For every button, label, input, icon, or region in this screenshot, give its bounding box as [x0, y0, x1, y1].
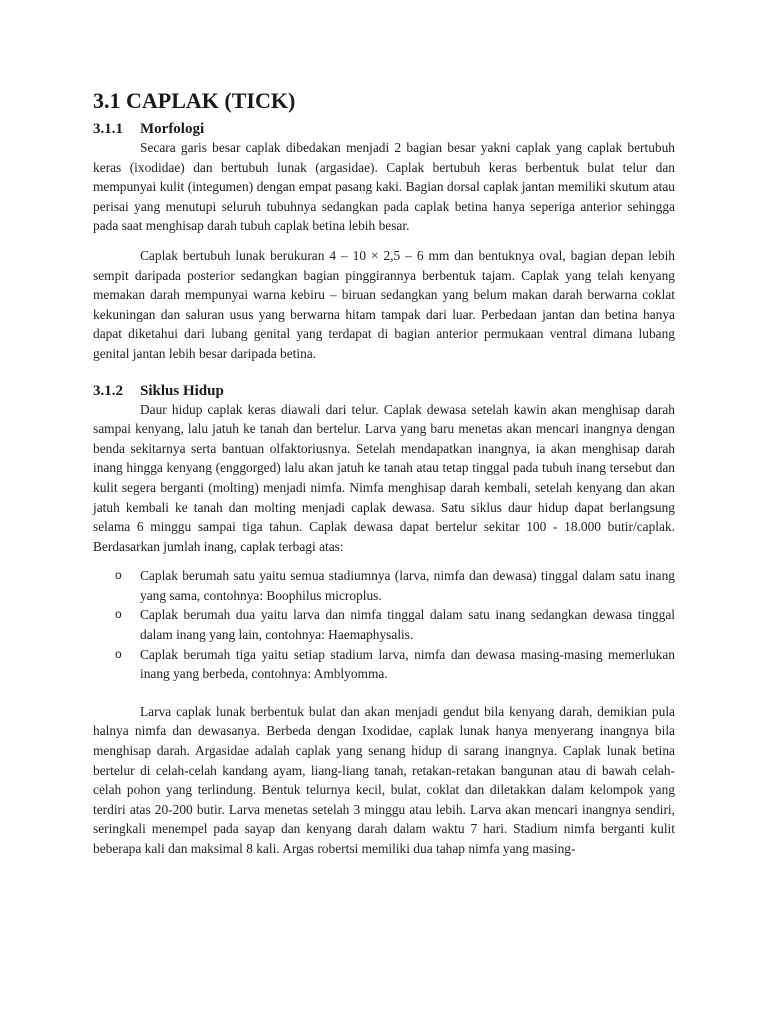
list-item-text: Caplak berumah satu yaitu semua stadiumnya (larva, nimfa dan dewasa) tinggal dalam satu inang yang sama, contohnya: Boophilus microplus. [140, 568, 675, 603]
list-item [93, 605, 675, 644]
paragraph: Caplak bertubuh lunak berukuran 4 – 10 × 2,5 – 6 mm dan bentuknya oval, bagian depan lebih sempit daripada posterior sedangkan bagian pinggirannya berbentuk tajam. Caplak yang telah kenyang memakan darah mempunyai warna kebiru – biruan sedangkan yang belum makan darah berwarna coklat kekuningan dan saluran usus yang berwarna hitam tampak dari luar. Perbedaan jantan dan betina hanya dapat diketahui dari lubang genital yang terdapat di bagian anterior permukaan ventral dimana lubang genital jantan lebih besar daripada betina. [93, 247, 675, 361]
section-number: 3.1.1 [93, 121, 123, 137]
paragraph: Secara garis besar caplak dibedakan menjadi 2 bagian besar yakni caplak yang caplak bertubuh keras (ixodidae) dan bertubuh lunak (argasidae). Caplak bertubuh keras berbentuk bulat telur dan mempunyai kulit (integumen) dengan empat pasang kaki. Bagian dorsal caplak jantan memiliki skutum atau perisai yang menutupi seluruh tubuhnya sedangkan pada caplak betina hanya seperiga anterior sehingga pada saat menghisap darah tubuh caplak betina lebih besar. [93, 140, 675, 234]
list-item-text: Caplak berumah dua yaitu larva dan nimfa tinggal dalam satu inang sedangkan dewasa tinggal dalam inang yang lain, contohnya: Haemaphysalis. [140, 607, 675, 643]
paragraph: Larva caplak lunak berbentuk bulat dan akan menjadi gendut bila kenyang darah, demikian pula halnya nimfa dan dewasanya. Berbeda dengan Ixodidae, caplak lunak hanya menyerang inangnya bila menghisap darah. Argasidae adalah caplak yang senang hidup di sarang inangnya. Caplak lunak betina bertelur di celah-celah kandang ayam, liang-liang tanah, retakan-retakan bangunan atau di bawah celah-celah pohon yang terlindung. Bentuk telurnya kecil, bulat, coklat dan diletakkan dalam kelompok yang terdiri atas 20-200 butir. Larva menetas setelah 3 minggu atau lebih. Larva akan mencari inangnya sendiri, seringkali menempel pada sayap dan kenyang darah dalam waktu 7 hari. Stadium nimfa berganti kulit beberapa kali dan maksimal 8 kali. Argas robertsi memiliki dua tahap nimfa yang masing- [93, 703, 675, 856]
section-number: 3.1.2 [93, 382, 123, 399]
list-item [93, 566, 675, 605]
bullet-icon: o [115, 607, 122, 622]
section-heading-siklus-hidup [93, 382, 675, 400]
list-item [93, 645, 675, 684]
section-title: Morfologi [140, 121, 205, 137]
section-title: Siklus Hidup [140, 382, 224, 399]
host-type-list [93, 566, 675, 684]
bullet-icon: o [115, 568, 122, 583]
page-title: 3.1 CAPLAK (TICK) [93, 88, 296, 113]
paragraph: Daur hidup caplak keras diawali dari telur. Caplak dewasa setelah kawin akan menghisap darah sampai kenyang, lalu jatuh ke tanah dan bertelur. Larva yang baru menetas akan mencari inangnya dengan benda sekitarnya serta bantuan olfaktoriusnya. Setelah mendapatkan inangnya, ia akan menghisap darah inang hingga kenyang (enggorged) lalu akan jatuh ke tanah atau tetap tinggal pada tubuh inang tersebut dan kulit segera berganti (molting) menjadi nimfa. Nimfa menghisap darah kembali, setelah kenyang dan akan jatuh kembali ke tanah dan molting menjadi caplak dewasa. Satu siklus daur hidup dapat berlangsung selama 6 minggu sampai tiga tahun. Caplak dewasa dapat bertelur sekitar 100 - 18.000 butir/caplak. Berdasarkan jumlah inang, caplak terbagi atas: [93, 401, 675, 554]
section-heading-morfologi [93, 120, 675, 138]
bullet-icon: o [115, 646, 122, 661]
document-page [93, 88, 675, 859]
list-item-text: Caplak berumah tiga yaitu setiap stadium larva, nimfa dan dewasa masing-masing memerlukan inang yang berbeda, contohnya: Amblyomma. [140, 646, 675, 682]
